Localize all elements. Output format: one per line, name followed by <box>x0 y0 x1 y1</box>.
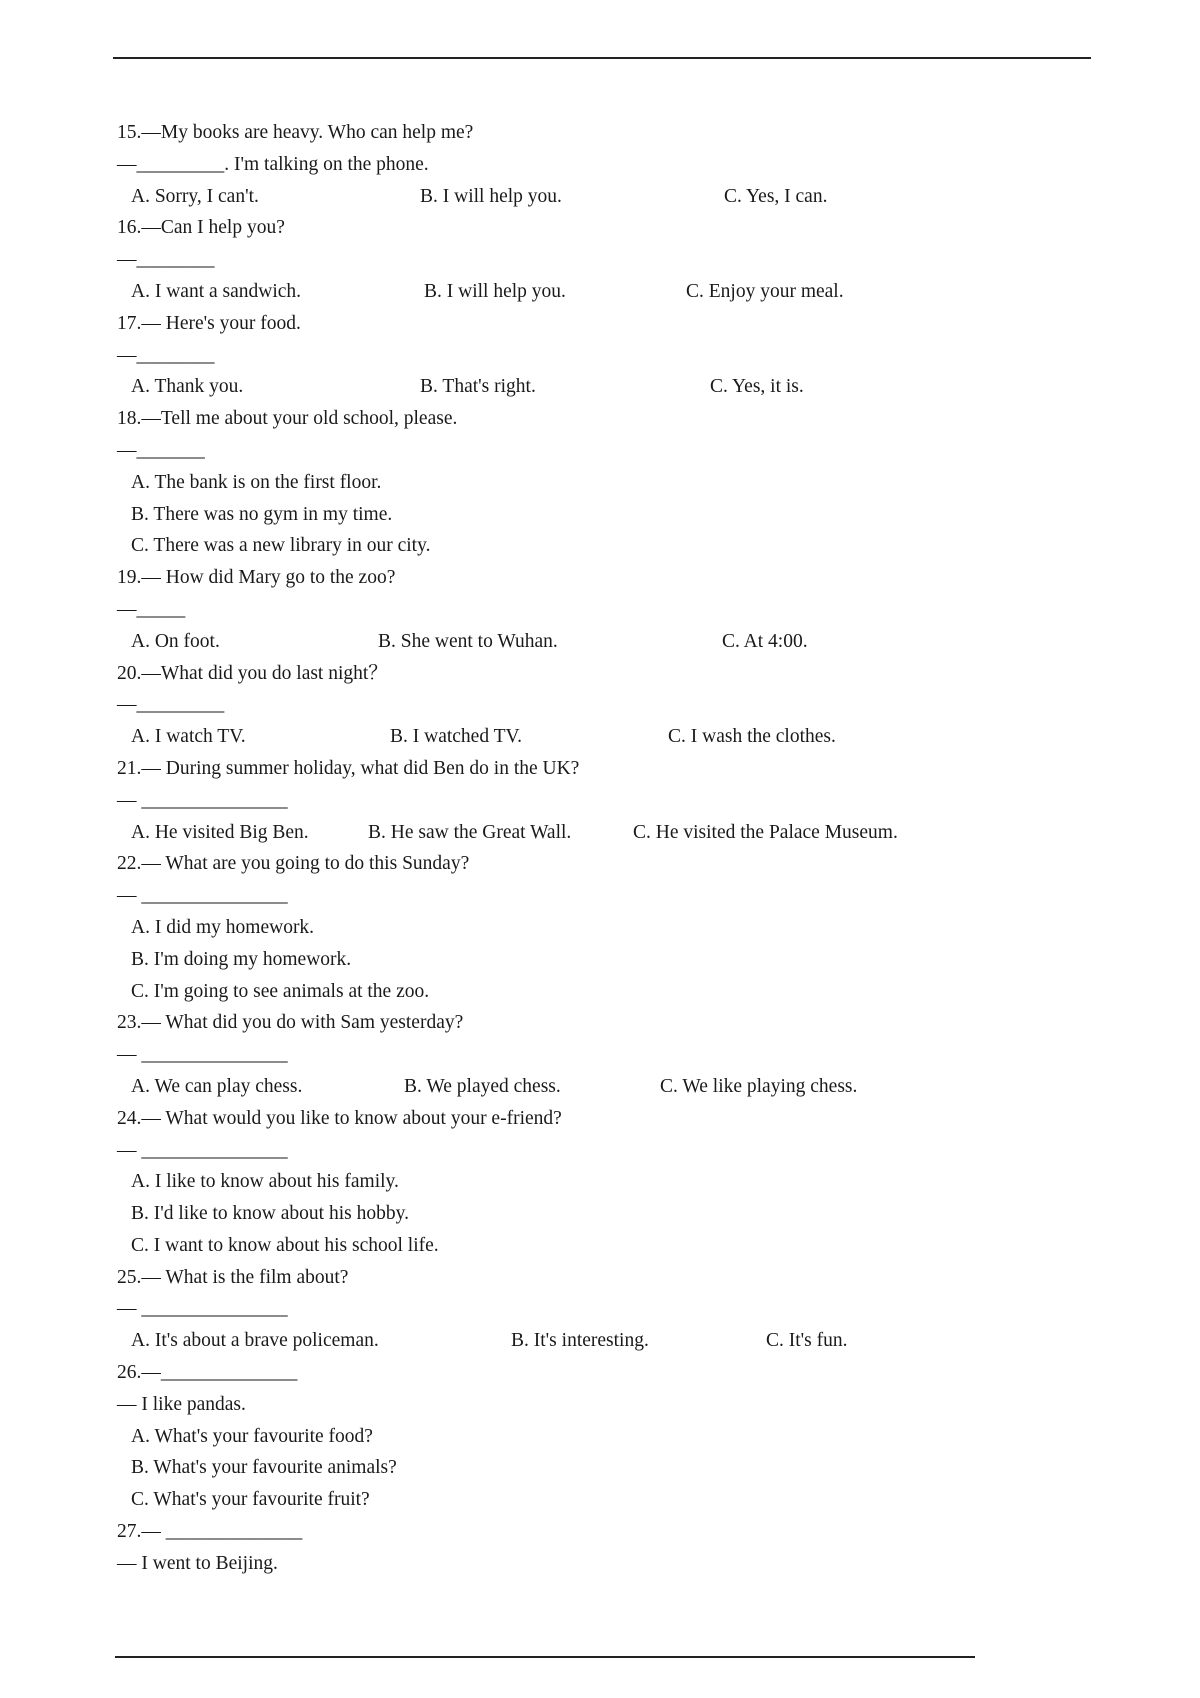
option-c-text: C. What's your favourite fruit? <box>131 1489 370 1511</box>
options-row <box>117 817 1117 849</box>
option-c: C. It's fun. <box>766 1330 848 1352</box>
question-stem: 26.—______________ <box>117 1362 298 1384</box>
option-b-text: B. There was no gym in my time. <box>131 503 393 525</box>
option-c: C. He visited the Palace Museum. <box>633 821 898 843</box>
option-b: B. I will help you. <box>424 280 566 302</box>
answer-line: — _______________ <box>117 789 288 811</box>
options-row <box>117 1325 1117 1357</box>
question-stem: 22.— What are you going to do this Sunday? <box>117 853 470 875</box>
option-b: B. I watched TV. <box>390 726 522 748</box>
option-c: C. At 4:00. <box>722 630 808 652</box>
option-a <box>117 912 1117 944</box>
option-a <box>117 1421 1117 1453</box>
options-row <box>117 181 1117 213</box>
option-c: C. We like playing chess. <box>660 1075 858 1097</box>
option-c: C. Yes, I can. <box>724 185 828 207</box>
answer-line: —________ <box>117 249 215 271</box>
option-b: B. It's interesting. <box>511 1330 649 1352</box>
question-stem: 24.— What would you like to know about your e-friend? <box>117 1107 562 1129</box>
option-c <box>117 530 1117 562</box>
option-c: C. Yes, it is. <box>710 376 804 398</box>
question-stem: 17.— Here's your food. <box>117 312 301 334</box>
question-stem: 23.— What did you do with Sam yesterday? <box>117 1012 464 1034</box>
options-row <box>117 371 1117 403</box>
header-rule <box>113 57 1091 59</box>
option-a: A. I want a sandwich. <box>131 280 302 302</box>
option-a: A. It's about a brave policeman. <box>131 1330 379 1352</box>
answer-line: — _______________ <box>117 1139 288 1161</box>
option-a: A. On foot. <box>131 630 220 652</box>
question-stem: 27.— ______________ <box>117 1521 303 1543</box>
option-b <box>117 944 1117 976</box>
footer-rule <box>115 1656 975 1658</box>
options-row <box>117 721 1117 753</box>
question-stem: 19.— How did Mary go to the zoo? <box>117 567 396 589</box>
answer-line: — I went to Beijing. <box>117 1552 278 1574</box>
question-stem: 20.—What did you do last night？ <box>117 662 388 684</box>
option-a-text: A. I like to know about his family. <box>131 1171 399 1193</box>
option-c <box>117 976 1117 1008</box>
option-a-text: A. I did my homework. <box>131 916 315 938</box>
option-b-text: B. I'm doing my homework. <box>131 948 352 970</box>
option-a <box>117 467 1117 499</box>
option-a <box>117 1166 1117 1198</box>
option-c <box>117 1230 1117 1262</box>
option-b: B. I will help you. <box>420 185 562 207</box>
option-b: B. He saw the Great Wall. <box>368 821 572 843</box>
option-a: A. We can play chess. <box>131 1075 303 1097</box>
option-c-text: C. There was a new library in our city. <box>131 535 431 557</box>
option-a-text: A. What's your favourite food? <box>131 1425 373 1447</box>
option-a-text: A. The bank is on the first floor. <box>131 471 382 493</box>
options-row <box>117 1071 1117 1103</box>
option-b <box>117 499 1117 531</box>
option-c-text: C. I'm going to see animals at the zoo. <box>131 980 430 1002</box>
option-b: B. We played chess. <box>404 1075 561 1097</box>
options-row <box>117 626 1117 658</box>
question-stem: 25.— What is the film about? <box>117 1266 349 1288</box>
answer-line: — _______________ <box>117 885 288 907</box>
worksheet <box>117 117 1117 1580</box>
options-row <box>117 276 1117 308</box>
answer-line: —_____ <box>117 598 186 620</box>
option-b <box>117 1198 1117 1230</box>
option-b: B. That's right. <box>420 376 536 398</box>
question-stem: 21.— During summer holiday, what did Ben do in the UK? <box>117 757 580 779</box>
answer-line: —________ <box>117 344 215 366</box>
option-c <box>117 1484 1117 1516</box>
answer-line: — I like pandas. <box>117 1393 246 1415</box>
option-a: A. Thank you. <box>131 376 244 398</box>
answer-line: — _______________ <box>117 1298 288 1320</box>
answer-line: — _______________ <box>117 1044 288 1066</box>
option-c-text: C. I want to know about his school life. <box>131 1234 439 1256</box>
option-b <box>117 1452 1117 1484</box>
option-a: A. I watch TV. <box>131 726 246 748</box>
answer-line: —_________ <box>117 694 225 716</box>
question-stem: 15.—My books are heavy. Who can help me? <box>117 122 474 143</box>
option-c: C. I wash the clothes. <box>668 726 836 748</box>
answer-line: —_________. I'm talking on the phone. <box>117 153 429 175</box>
option-b-text: B. I'd like to know about his hobby. <box>131 1203 409 1225</box>
option-b-text: B. What's your favourite animals? <box>131 1457 397 1479</box>
option-c: C. Enjoy your meal. <box>686 280 844 302</box>
option-a: A. Sorry, I can't. <box>131 185 259 207</box>
question-stem: 16.—Can I help you? <box>117 217 285 239</box>
question-stem: 18.—Tell me about your old school, please. <box>117 408 458 430</box>
option-a: A. He visited Big Ben. <box>131 821 309 843</box>
option-b: B. She went to Wuhan. <box>378 630 558 652</box>
answer-line: —_______ <box>117 439 205 461</box>
